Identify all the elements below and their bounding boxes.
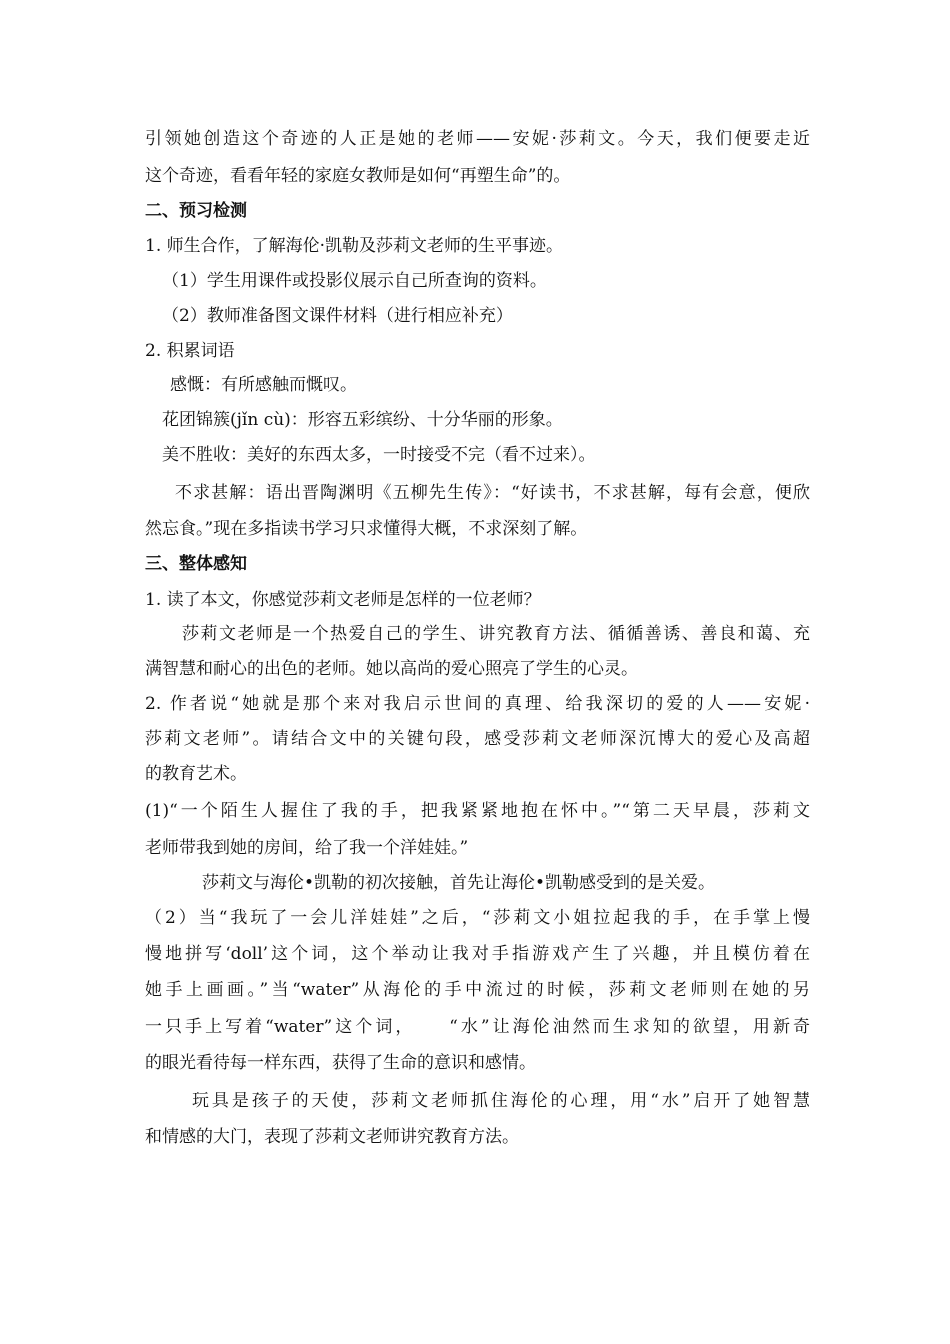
point-2-line-3: 她手上画画。”当“water”从海伦的手中流过的时候，莎莉文老师则在她的另 bbox=[145, 980, 810, 1000]
point-1-note: 莎莉文与海伦•凯勒的初次接触，首先让海伦•凯勒感受到的是关爱。 bbox=[202, 873, 716, 893]
overview-question-2-line-1: 2. 作者说“她就是那个来对我启示世间的真理、给我深切的爱的人——安妮· bbox=[145, 694, 810, 714]
preview-item-1-sub-2: （2）教师准备图文课件材料（进行相应补充） bbox=[162, 306, 513, 326]
preview-item-1: 1. 师生合作，了解海伦·凯勒及莎莉文老师的生平事迹。 bbox=[145, 236, 564, 256]
vocab-entry-3: 美不胜收：美好的东西太多，一时接受不完（看不过来）。 bbox=[162, 445, 596, 465]
intro-line-1: 引领她创造这个奇迹的人正是她的老师——安妮·莎莉文。今天，我们便要走近 bbox=[145, 129, 810, 149]
point-1-line-1: (1)“一个陌生人握住了我的手，把我紧紧地抱在怀中。”“第二天早晨，莎莉文 bbox=[145, 801, 810, 821]
overview-question-1: 1. 读了本文，你感觉莎莉文老师是怎样的一位老师？ bbox=[145, 590, 541, 610]
point-2-line-4: 一只手上写着“water”这个词， “水”让海伦油然而生求知的欲望，用新奇 bbox=[145, 1017, 810, 1037]
point-1-line-2: 老师带我到她的房间，给了我一个洋娃娃。” bbox=[145, 838, 469, 858]
preview-item-1-sub-1: （1）学生用课件或投影仪展示自己所查询的资料。 bbox=[162, 271, 547, 291]
point-2-note-line-2: 和情感的大门，表现了莎莉文老师讲究教育方法。 bbox=[145, 1127, 519, 1147]
point-2-note-line-1: 玩具是孩子的天使，莎莉文老师抓住海伦的心理，用“水”启开了她智慧 bbox=[192, 1091, 810, 1111]
vocab-entry-1: 感慨：有所感触而慨叹。 bbox=[170, 375, 357, 395]
point-2-line-2: 慢地拼写‘doll’这个词，这个举动让我对手指游戏产生了兴趣，并且模仿着在 bbox=[145, 944, 810, 964]
point-2-line-1: （2）当“我玩了一会儿洋娃娃”之后，“莎莉文小姐拉起我的手，在手掌上慢 bbox=[145, 908, 810, 928]
section-heading-preview: 二、预习检测 bbox=[145, 201, 247, 221]
overview-answer-1-line-1: 莎莉文老师是一个热爱自己的学生、讲究教育方法、循循善诱、善良和蔼、充 bbox=[182, 624, 810, 644]
preview-item-2: 2. 积累词语 bbox=[145, 341, 235, 361]
vocab-entry-4-line-1: 不求甚解：语出晋陶渊明《五柳先生传》：“好读书，不求甚解，每有会意，便欣 bbox=[175, 483, 810, 503]
intro-line-2: 这个奇迹，看看年轻的家庭女教师是如何“再塑生命”的。 bbox=[145, 166, 571, 186]
overview-answer-1-line-2: 满智慧和耐心的出色的老师。她以高尚的爱心照亮了学生的心灵。 bbox=[145, 659, 638, 679]
vocab-entry-4-line-2: 然忘食。”现在多指读书学习只求懂得大概，不求深刻了解。 bbox=[145, 519, 588, 539]
section-heading-overview: 三、整体感知 bbox=[145, 554, 247, 574]
overview-question-2-line-3: 的教育艺术。 bbox=[145, 764, 247, 784]
overview-question-2-line-2: 莎莉文老师”。请结合文中的关键句段，感受莎莉文老师深沉博大的爱心及高超 bbox=[145, 729, 810, 749]
vocab-entry-2: 花团锦簇(jǐn cù)：形容五彩缤纷、十分华丽的形象。 bbox=[162, 410, 563, 430]
point-2-line-5: 的眼光看待每一样东西，获得了生命的意识和感情。 bbox=[145, 1053, 536, 1073]
